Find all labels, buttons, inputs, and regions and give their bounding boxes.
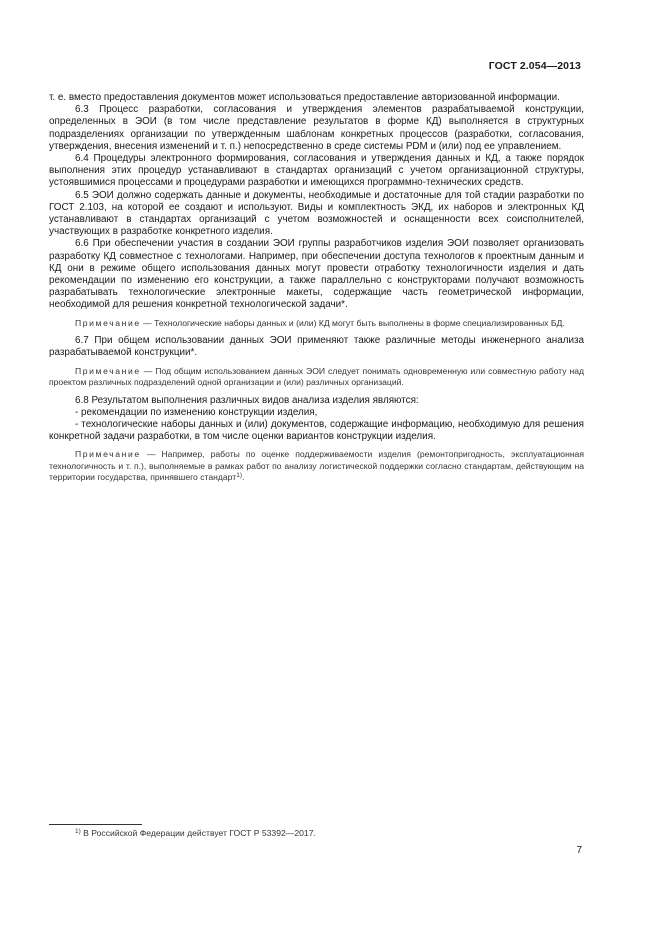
footnote-marker: 1): [75, 828, 81, 835]
paragraph-6-5: 6.5 ЭОИ должно содержать данные и документы, необходимые и достаточные для той стадии разработки по ГОСТ 2.103, на которой ее создают и используют. Виды и комплектность ЭКД, их наборов и электронных КД устанавливают в стандартах организаций с учетом возможностей и оснащенности всех соисполнителей, участвующих в разработке конкретного изделия.: [49, 189, 584, 238]
note-text: — Технологические наборы данных и (или) КД могут быть выполнены в форме специализированных БД.: [140, 317, 565, 328]
note-text: — Под общим использованием данных ЭОИ следует понимать одновременную или совместную работу над проектом различных подразделений одной организации и (или) различных организаций.: [49, 365, 584, 388]
note-label: Примечание: [75, 317, 141, 328]
paragraph-6-7: 6.7 При общем использовании данных ЭОИ применяют также различные методы инженерного анализа разрабатываемой конструкции*.: [49, 335, 584, 359]
note-2: [49, 366, 584, 389]
note-label: Примечание: [75, 365, 141, 376]
note-text-end: .: [241, 472, 245, 483]
note-label: Примечание: [75, 449, 141, 460]
note-3: [49, 449, 584, 484]
paragraph-6-8: 6.8 Результатом выполнения различных видов анализа изделия являются:: [75, 394, 419, 406]
standard-designation: ГОСТ 2.054—2013: [488, 60, 581, 72]
footnote: [75, 828, 316, 839]
paragraph-continuation: т. е. вместо предоставления документов может использоваться предоставление авторизованной информации.: [49, 92, 560, 103]
note-1: [49, 318, 584, 330]
list-item: - рекомендации по изменению конструкции изделия,: [75, 406, 318, 418]
page-number: 7: [576, 845, 582, 856]
paragraph-6-3: 6.3 Процесс разработки, согласования и утверждения элементов разрабатываемой конструкции, определенных в ЭОИ (в том числе представление результатов в форме КД) выполняется в структурных подразделениях организации по утвержденным шаблонам конкретных процессов (разработки, согласования, утверждения, внесения изменений и т. п.) непосредственно в среде системы PDM и (или) под ее управлением.: [49, 104, 584, 152]
footnote-divider: [49, 824, 142, 825]
list-item: - технологические наборы данных и (или) документов, содержащие информацию, необходимую для решения конкретной задачи разработки, в том числе оценки вариантов конструкции изделия.: [49, 418, 584, 443]
note-text: — Например, работы по оценке поддерживаемости изделия (ремонтопригодность, эксплуатационная технологичность и т. п.), выполняемые в рамках работ по анализу логистической поддержки согласно стандартам, действующим на территории государства, принявшего стандарт: [49, 449, 584, 483]
page-body: [49, 92, 584, 484]
paragraph-6-4: 6.4 Процедуры электронного формирования, согласования и утверждения данных и КД, а также порядок выполнения этих процедур устанавливают в стандартах организаций с учетом организационной структуры, устоявшимися процессами и процедурами разработки и имеющихся программно-технических средств.: [49, 153, 584, 189]
paragraph-6-6: 6.6 При обеспечении участия в создании ЭОИ группы разработчиков изделия ЭОИ позволяет организовать разработку КД совместное с технологами. Например, при обеспечении доступа технологов к проектным данным и КД они в режиме общего использования данных могут провести отработку технологичности изделия и дать рекомендации по изменению его конструкции, а также параллельно с конструкторами получают возможность разрабатывать технологические электронные макеты, содержащие часть геометрической информации, необходимой для решения конкретной технологической задачи*.: [49, 238, 584, 311]
footnote-text: В Российской Федерации действует ГОСТ Р 53392—2017.: [80, 828, 316, 838]
footnote-reference: 1): [236, 472, 242, 480]
